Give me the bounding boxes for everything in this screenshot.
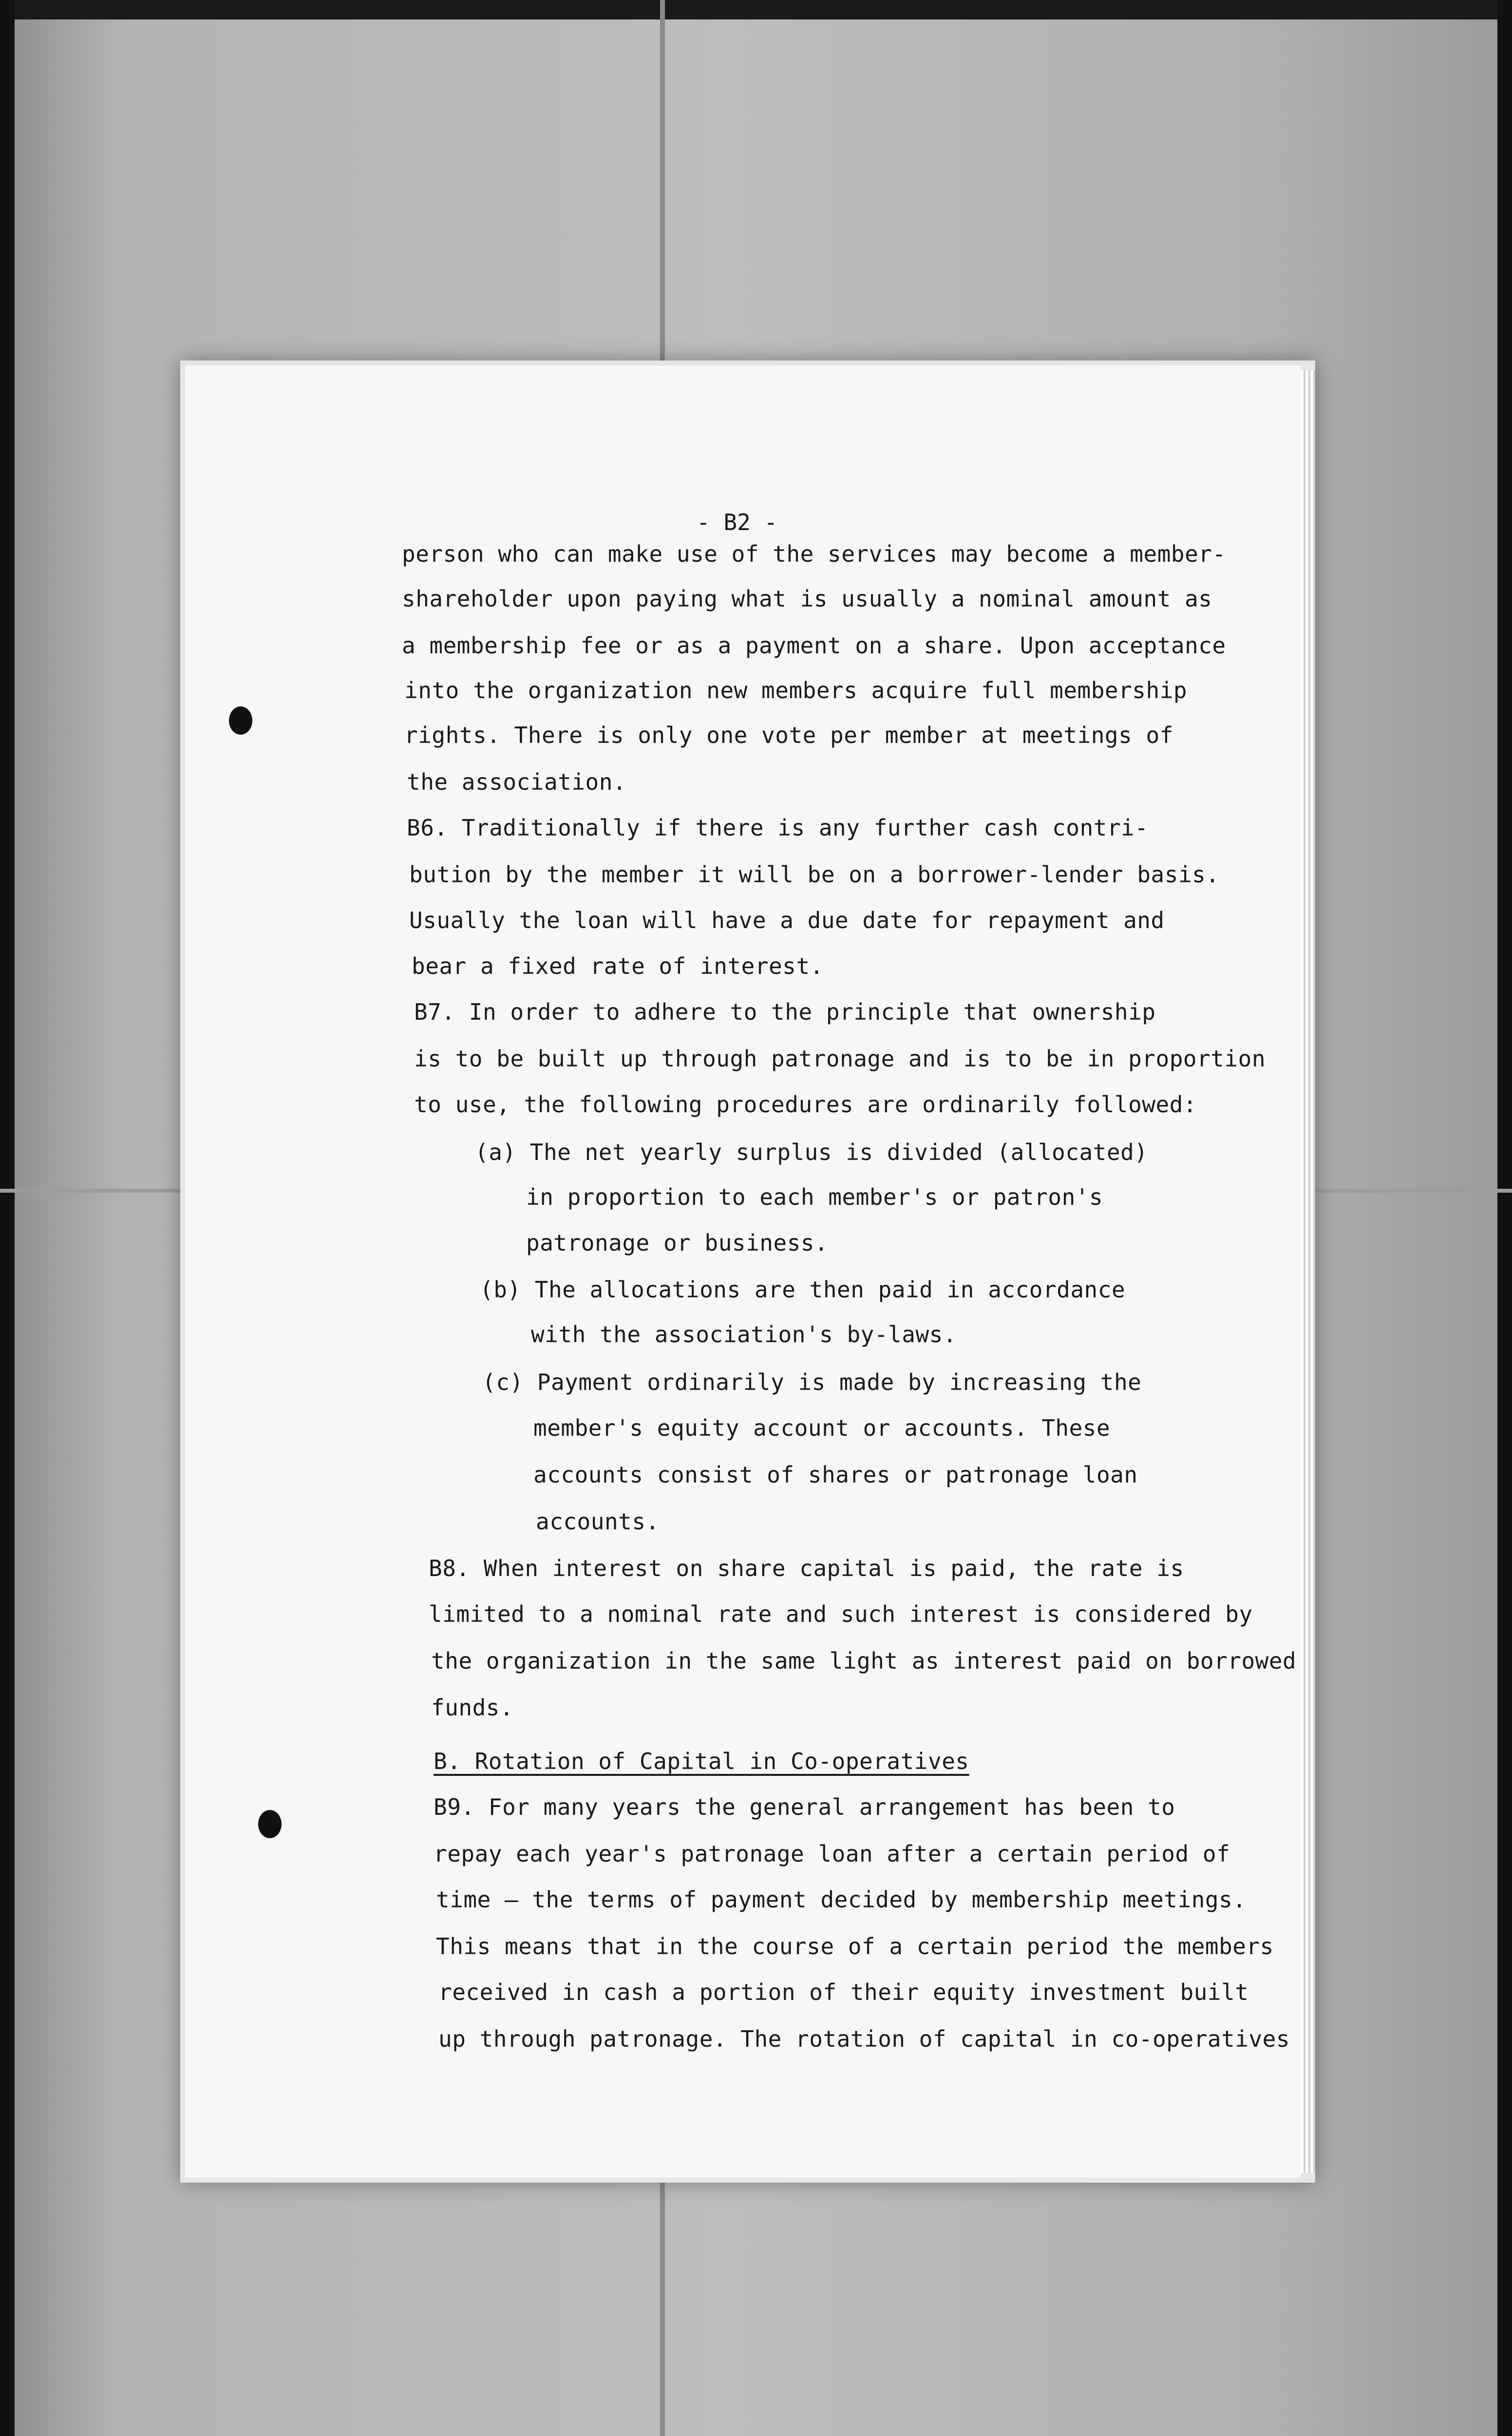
text-line: up through patronage. The rotation of capital in co-operatives xyxy=(438,2026,1290,2052)
text-line: the organization in the same light as interest paid on borrowed xyxy=(431,1648,1297,1674)
text-line: is to be built up through patronage and is to be in proportion xyxy=(414,1046,1266,1072)
document-page xyxy=(185,365,1301,2178)
page-number: - B2 - xyxy=(697,509,778,535)
text-line: person who can make use of the services may become a member- xyxy=(402,541,1226,567)
text-line: repay each year's patronage loan after a certain period of xyxy=(434,1841,1230,1867)
text-line: in proportion to each member's or patron's xyxy=(526,1184,1103,1210)
list-item-b: (b) The allocations are then paid in accordance xyxy=(480,1276,1126,1303)
text-line: bear a fixed rate of interest. xyxy=(412,953,824,979)
section-heading: B. Rotation of Capital in Co-operatives xyxy=(434,1748,969,1774)
text-line: This means that in the course of a certain period the members xyxy=(436,1933,1274,1960)
film-edge-right xyxy=(1497,0,1512,2436)
text-line: member's equity account or accounts. These xyxy=(533,1415,1111,1441)
text-line: bution by the member it will be on a borrower-lender basis. xyxy=(409,861,1220,888)
list-item-c: (c) Payment ordinarily is made by increasing the xyxy=(482,1369,1142,1395)
film-edge-left xyxy=(0,0,15,2436)
text-line: B8. When interest on share capital is paid, the rate is xyxy=(429,1555,1184,1581)
list-item-a: (a) The net yearly surplus is divided (allocated) xyxy=(475,1139,1148,1165)
punch-hole-top xyxy=(229,706,252,735)
text-line: accounts. xyxy=(536,1508,660,1535)
text-line: into the organization new members acquire full membership xyxy=(404,677,1188,704)
text-line: time — the terms of payment decided by membership meetings. xyxy=(436,1886,1247,1913)
text-line: a membership fee or as a payment on a share. Upon acceptance xyxy=(402,632,1226,659)
text-line: limited to a nominal rate and such interest is considered by xyxy=(429,1601,1253,1627)
text-line: to use, the following procedures are ordinarily followed: xyxy=(414,1091,1197,1118)
text-line: rights. There is only one vote per member at meetings of xyxy=(404,722,1173,748)
text-line: with the association's by-laws. xyxy=(531,1321,957,1348)
film-edge-top xyxy=(0,0,1512,19)
text-line: accounts consist of shares or patronage loan xyxy=(533,1462,1138,1488)
text-line: B6. Traditionally if there is any further cash contri- xyxy=(407,815,1149,841)
text-line: patronage or business. xyxy=(526,1230,829,1256)
text-line: funds. xyxy=(431,1694,514,1721)
punch-hole-bottom xyxy=(258,1810,282,1838)
text-line: B7. In order to adhere to the principle that ownership xyxy=(414,999,1156,1025)
text-line: B9. For many years the general arrangement has been to xyxy=(434,1794,1175,1820)
text-line: shareholder upon paying what is usually a nominal amount as xyxy=(402,586,1212,612)
text-line: Usually the loan will have a due date for repayment and xyxy=(409,907,1165,933)
text-line: the association. xyxy=(407,769,627,795)
text-line: received in cash a portion of their equity investment built xyxy=(438,1979,1249,2005)
